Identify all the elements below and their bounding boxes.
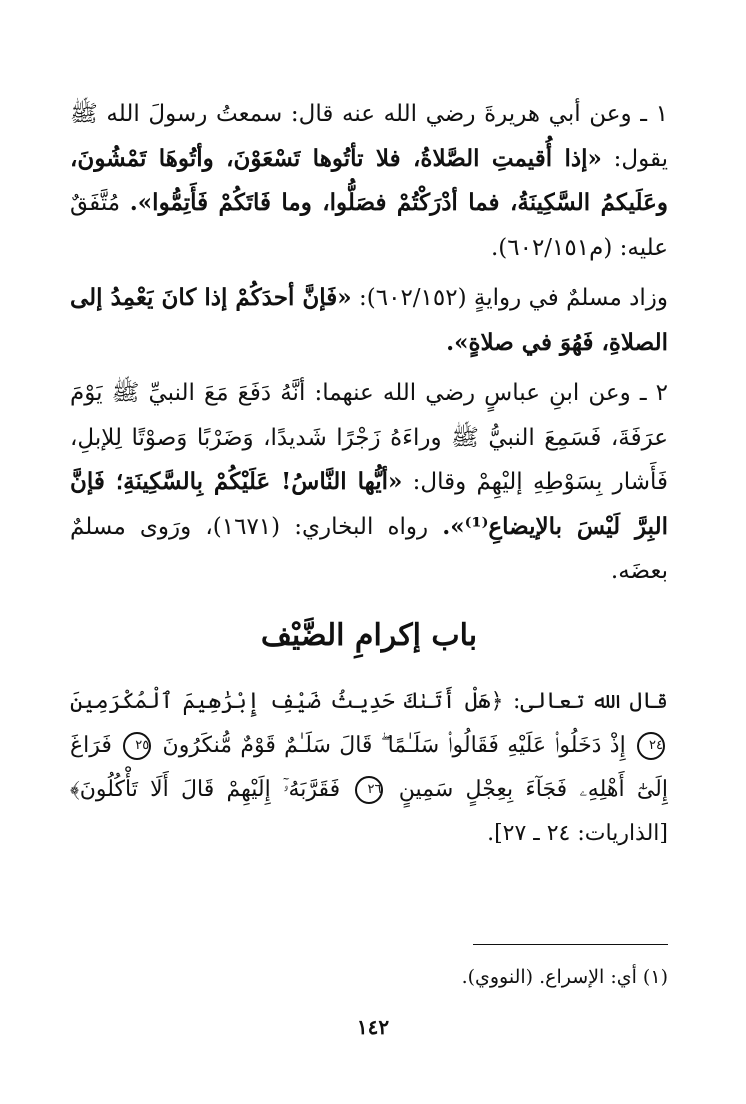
hadith-2-quote: «أيُّها النَّاسُ! عَلَيْكُمْ بِالسَّكِينَةِ؛ فَإنَّ البِرَّ لَيْسَ بالإيضاعِ⁽¹⁾». bbox=[70, 468, 668, 540]
ayah-number-25: ٢٥ bbox=[123, 732, 151, 760]
hadith-1-addition-quote: «فَإنَّ أحدَكُمْ إذا كانَ يَعْمِدُ إلى الصلاةِ، فَهُوَ في صلاةٍ». bbox=[70, 284, 668, 356]
hadith-2-narration: أنَّهُ دَفَعَ مَعَ النبيِّ ﷺ يَوْمَ عرَفَةَ، فَسَمِعَ النبيُّ ﷺ وراءَهُ زَجْرًا شَديدًا، وَضَرْبًا وَصوْتًا لِلإبلِ، فَأَشار بِسَوْطِهِ إليْهِمْ وقال: bbox=[70, 380, 669, 495]
footnote: (١) أي: الإسراع. (النووي). bbox=[461, 966, 668, 988]
quran-block bbox=[70, 680, 668, 856]
verse-open-bracket: ﴿ bbox=[490, 688, 504, 714]
ayah-27: فَقَرَّبَهُۥٓ إِلَيْهِمْ قَالَ أَلَا تَأْكُلُونَ bbox=[79, 776, 341, 802]
hadith-1-quote: «إذا أُقيمتِ الصَّلاةُ، فلا تأتُوها تَسْعَوْنَ، وأتُوهَا تَمْشُونَ، وعَلَيكمُ السَّكِينَةُ، فما أدْرَكْتُمْ فصَلُّوا، وما فَاتَكُمْ فَأَتِمُّوا». bbox=[70, 144, 668, 216]
hadith-2-source: رواه البخاري: (١٦٧١)، ورَوى مسلمٌ بعضَه. bbox=[70, 513, 668, 584]
hadith-1-addition bbox=[70, 276, 668, 365]
hadith-2-intro: ٢ ـ وعن ابنِ عباسٍ رضي الله عنهما: bbox=[314, 380, 669, 406]
ayah-number-24: ٢٤ bbox=[637, 732, 665, 760]
hadith-1-intro: ١ ـ وعن أبي هريرةَ رضي الله عنه قال: سمعتُ رسولَ الله ﷺ يقول: bbox=[70, 101, 668, 172]
ayah-25: إِذْ دَخَلُوا۟ عَلَيْهِ فَقَالُوا۟ سَلَـٰمًا ۖ قَالَ سَلَـٰمٌ قَوْمٌ مُّنكَرُونَ bbox=[162, 732, 626, 758]
chapter-title: باب إكرامِ الضَّيْف bbox=[260, 617, 478, 653]
quran-intro: قال الله تعالى: bbox=[512, 688, 668, 714]
ayah-26: فَرَاغَ إِلَىٰٓ أَهْلِهِۦ فَجَآءَ بِعِجْلٍ سَمِينٍ bbox=[70, 732, 668, 802]
hadith-1-addition-intro: وزاد مسلمٌ في روايةٍ (٦٠٢/١٥٢): bbox=[359, 285, 669, 311]
ayah-24: هَلْ أَتَىٰكَ حَدِيثُ ضَيْفِ إِبْرَٰهِيمَ ٱلْمُكْرَمِينَ bbox=[70, 688, 491, 714]
verse-close-bracket: ﴾ bbox=[70, 776, 80, 802]
hadith-1 bbox=[70, 92, 668, 270]
page-number: ١٤٢ bbox=[356, 1015, 390, 1039]
hadith-1-source: مُتَّفَقٌ عليه: (م٦٠٢/١٥١). bbox=[70, 190, 668, 261]
hadith-2 bbox=[70, 371, 668, 594]
footnote-divider bbox=[473, 944, 668, 945]
ayah-number-26: ٢٦ bbox=[355, 776, 383, 804]
quran-citation: [الذاريات: ٢٤ ـ ٢٧]. bbox=[487, 820, 668, 846]
